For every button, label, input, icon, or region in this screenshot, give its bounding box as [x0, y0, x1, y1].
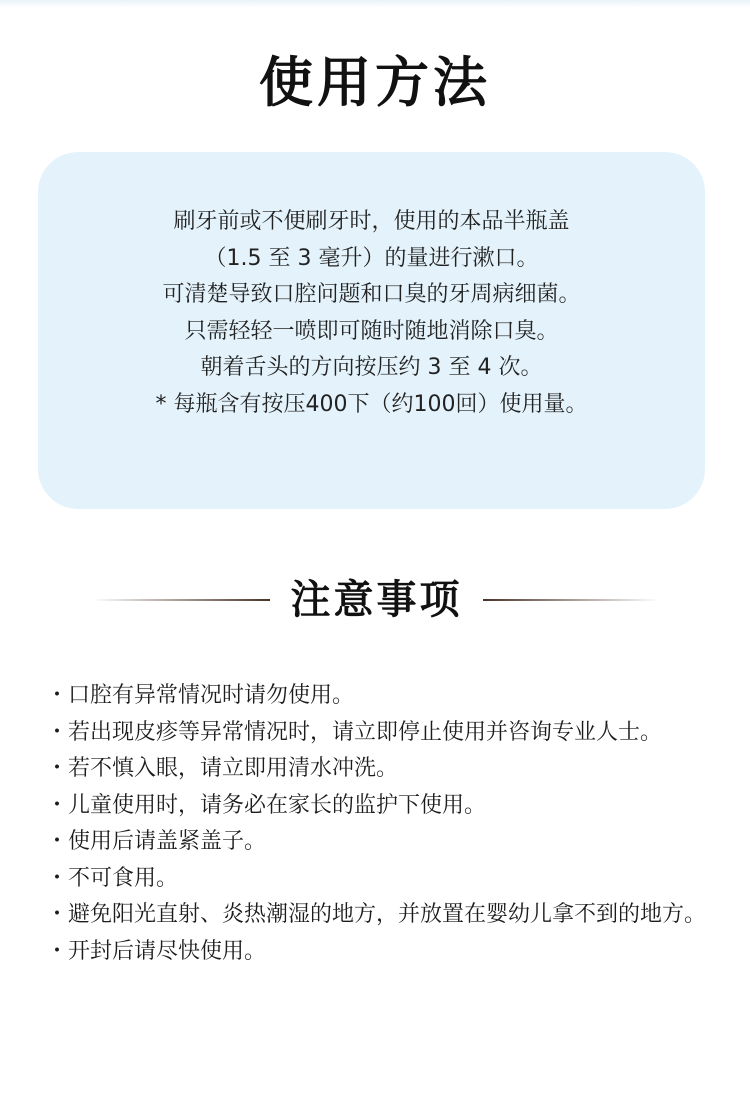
precautions-header — [0, 570, 750, 630]
usage-line: * 每瓶含有按压400下（约100回）使用量。 — [155, 391, 588, 417]
usage-instructions — [38, 204, 705, 423]
precautions-title: 注意事项 — [290, 577, 463, 623]
usage-line: 只需轻轻一喷即可随时随地消除口臭。 — [184, 318, 559, 344]
usage-card — [38, 152, 705, 509]
list-item: ・开封后请尽快使用。 — [46, 938, 267, 964]
list-item: ・不可食用。 — [46, 865, 179, 891]
list-item: ・儿童使用时，请务必在家长的监护下使用。 — [46, 792, 487, 818]
usage-line: 刷牙前或不便刷牙时，使用的本品半瓶盖 — [173, 209, 570, 234]
top-fade-band — [0, 0, 750, 8]
list-item: ・口腔有异常情况时请勿使用。 — [46, 683, 355, 708]
usage-line: 可清楚导致口腔问题和口臭的牙周病细菌。 — [162, 282, 581, 307]
list-item: ・若出现皮疹等异常情况时，请立即停止使用并咨询专业人士。 — [46, 719, 663, 745]
list-item: ・使用后请盖紧盖子。 — [46, 829, 267, 854]
left-divider-line — [92, 599, 270, 601]
list-item: ・避免阳光直射、炎热潮湿的地方，并放置在婴幼儿拿不到的地方。 — [46, 902, 707, 927]
usage-line: 朝着舌头的方向按压约 3 至 4 次。 — [200, 355, 543, 380]
usage-title: 使用方法 — [259, 51, 491, 114]
precautions-list — [46, 678, 706, 970]
right-divider-line — [483, 599, 659, 601]
usage-line: （1.5 至 3 毫升）的量进行漱口。 — [204, 245, 539, 271]
list-item: ・若不慎入眼，请立即用清水冲洗。 — [46, 756, 399, 781]
